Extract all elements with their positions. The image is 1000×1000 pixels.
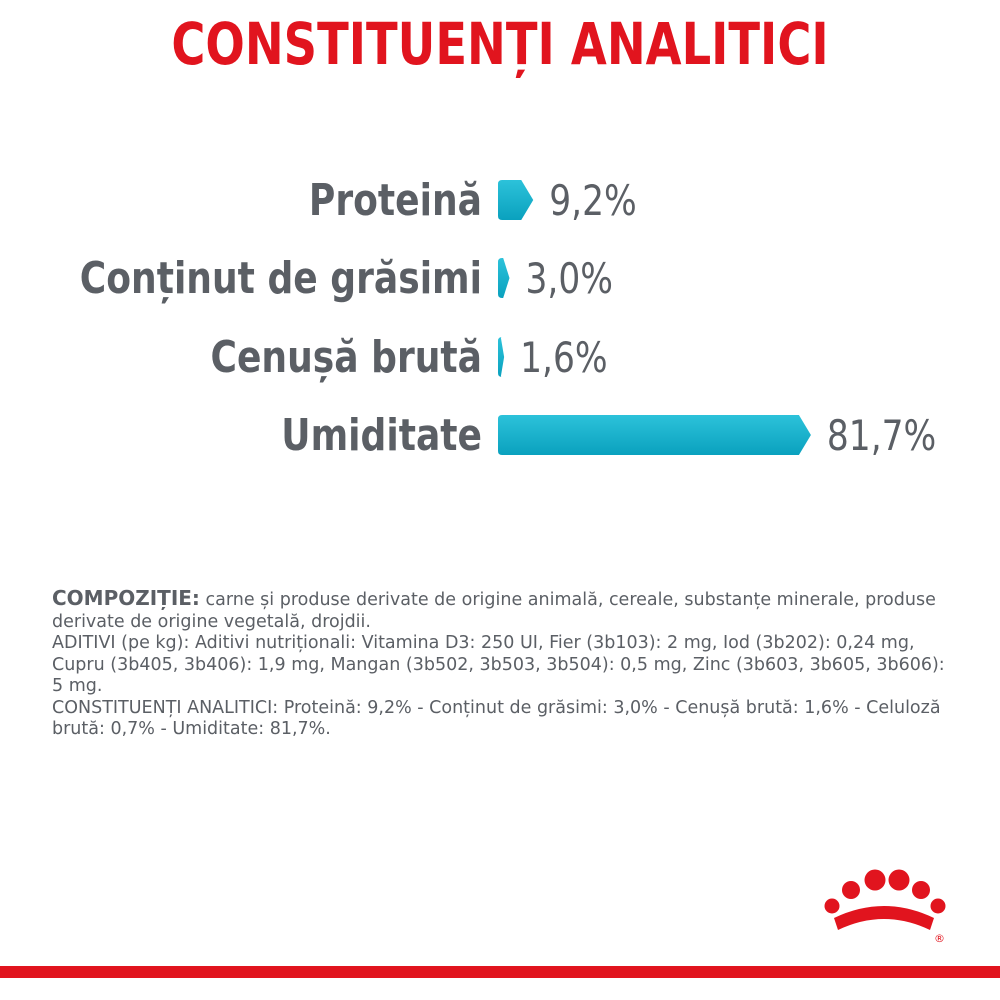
value-label: 3,0%: [525, 254, 613, 304]
category-label: Cenușă brută: [210, 332, 483, 383]
constituents-text: CONSTITUENȚI ANALITICI: Proteină: 9,2% - Conținut de grăsimi: 3,0% - Cenușă brută: 1,6% - Celuloză brută: 0,7% - Umiditate: 81,7%.: [52, 697, 941, 739]
nutrient-bar-chart: [0, 150, 1000, 480]
value-label: 9,2%: [549, 176, 637, 226]
value-label: 1,6%: [520, 333, 608, 383]
royal-canin-crown-icon: [822, 866, 946, 946]
page-title: CONSTITUENȚI ANALITICI: [171, 10, 829, 78]
bar-2: [498, 337, 504, 377]
bar-3: [498, 415, 811, 455]
composition-text: carne și produse derivate de origine animală, cereale, substanțe minerale, produse derivate de origine vegetală, drojdii.: [52, 590, 936, 632]
category-label: Umiditate: [281, 410, 483, 461]
value-label: 81,7%: [826, 411, 937, 461]
bar-1: [498, 258, 509, 298]
composition-paragraph: [52, 588, 952, 633]
registered-mark: ®: [934, 932, 945, 945]
bottom-brand-bar: [0, 966, 1000, 978]
category-label: Conținut de grăsimi: [79, 253, 483, 304]
additives-text: ADITIVI (pe kg): Aditivi nutriționali: Vitamina D3: 250 UI, Fier (3b103): 2 mg, Iod (3b202): 0,24 mg, Cupru (3b405, 3b406): 1,9 mg, Mangan (3b502, 3b503, 3b504): 0,5 mg, Zinc (3b603, 3b605, 3b606): 5 mg.: [52, 633, 945, 696]
category-label: Proteină: [308, 175, 483, 226]
composition-heading: COMPOZIȚIE:: [52, 586, 200, 610]
composition-block: [52, 588, 952, 741]
bar-0: [498, 180, 533, 220]
